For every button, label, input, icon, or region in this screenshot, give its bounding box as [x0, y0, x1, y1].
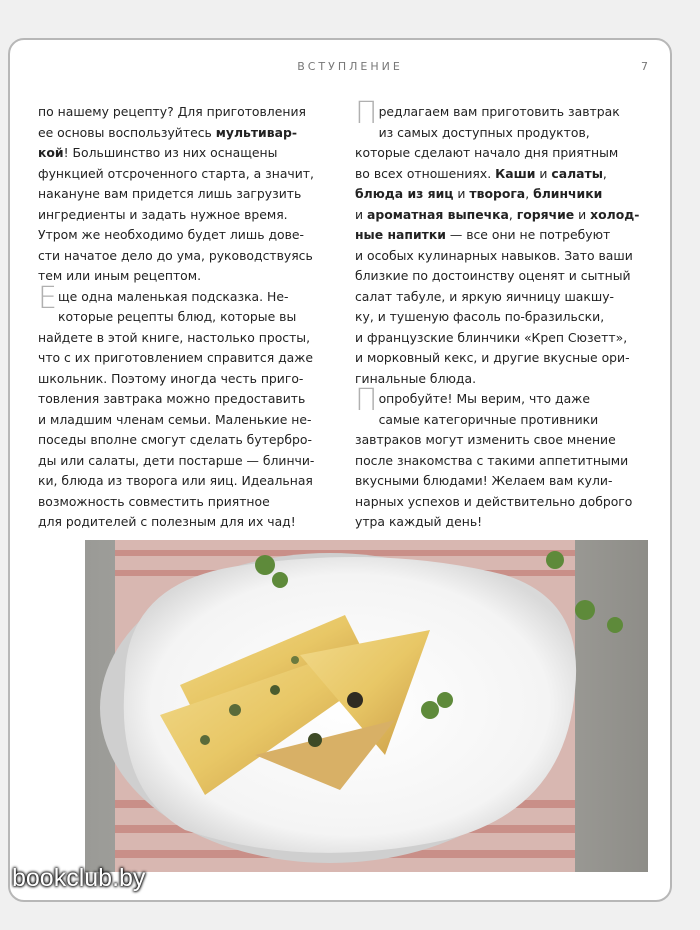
text-line — [38, 430, 338, 451]
text-segment: и особых кулинарных навыков. Зато ваши — [355, 247, 633, 263]
text-line — [38, 246, 338, 267]
text-segment: ку, и тушеную фасоль по-бразильски, — [355, 309, 605, 324]
text-segment: вкусными блюдами! Желаем вам кули- — [355, 473, 613, 488]
text-segment: и французские блинчики «Креп Сюзетт», — [355, 329, 628, 345]
text-segment: и — [453, 186, 470, 201]
text-segment: тем или иным рецептом. — [38, 268, 202, 283]
bold-text: ароматная выпечка — [367, 206, 509, 222]
text-line — [38, 328, 338, 349]
text-line — [38, 471, 338, 492]
text-segment: гинальные блюда. — [355, 370, 477, 386]
text-line — [38, 451, 338, 472]
text-segment: что с их приготовлением справится даже — [38, 350, 314, 365]
left-text-column — [38, 102, 338, 533]
text-segment: по нашему рецепту? Для приготовления — [38, 104, 306, 119]
bold-text: творога — [469, 186, 526, 201]
text-line — [38, 123, 338, 144]
text-segment: возможность совместить приятное — [38, 493, 270, 509]
text-segment: которые сделают начало дня приятным — [355, 145, 619, 160]
text-line — [38, 102, 338, 123]
food-photo — [85, 540, 648, 872]
text-line — [38, 389, 338, 410]
text-segment: ! Большинство из них оснащены — [63, 145, 278, 160]
text-line — [355, 492, 665, 513]
bold-text: горячие — [516, 206, 575, 222]
text-line — [355, 184, 665, 205]
text-segment: утра каждый день! — [355, 514, 483, 529]
text-segment: Утром же необходимо будет лишь дове- — [38, 227, 304, 242]
text-segment: накануне вам придется лишь загрузить — [38, 186, 302, 201]
text-segment: товления завтрака можно предоставить — [38, 391, 306, 406]
text-segment: функцией отсроченного старта, а значит, — [38, 165, 314, 181]
bold-text: блюда из яиц — [355, 186, 454, 201]
text-segment: ще одна маленькая подсказка. Не- — [57, 288, 289, 304]
text-segment: из самых доступных продуктов, — [378, 124, 590, 140]
text-segment: поседы вполне смогут сделать бутербро- — [38, 432, 312, 447]
text-segment: которые рецепты блюд, которые вы — [57, 309, 297, 324]
text-line — [38, 205, 338, 226]
text-line — [355, 266, 665, 287]
text-segment: и — [535, 165, 552, 181]
watermark: bookclub.by — [12, 864, 146, 892]
text-segment: салат табуле, и яркую яичницу шакшу- — [355, 288, 615, 304]
text-segment: , — [508, 206, 517, 222]
text-segment: для родителей с полезным для их чад! — [38, 514, 296, 529]
text-line — [355, 96, 665, 131]
text-segment: и — [574, 206, 591, 222]
text-segment: ингредиенты и задать нужное время. — [38, 206, 288, 222]
text-segment: ды или салаты, дети постарше — блинчи- — [38, 452, 315, 468]
text-line — [38, 410, 338, 431]
text-line — [38, 280, 338, 316]
text-line — [38, 225, 338, 246]
text-line — [38, 164, 338, 185]
text-line — [355, 205, 665, 226]
text-segment: и морковный кекс, и другие вкусные ори- — [355, 350, 630, 365]
text-segment: и — [355, 206, 367, 222]
text-line — [355, 369, 665, 390]
bold-text: мультивар- — [215, 124, 297, 140]
text-line — [355, 164, 665, 185]
text-segment: близкие по достоинству оценят и сытный — [355, 268, 631, 283]
bold-text: кой — [38, 145, 64, 160]
text-line — [355, 287, 665, 308]
text-line — [355, 451, 665, 472]
right-text-column — [355, 96, 665, 533]
text-segment: , — [525, 186, 534, 201]
bold-text: Каши — [495, 165, 536, 181]
text-line — [355, 383, 665, 418]
text-line — [38, 184, 338, 205]
text-line — [355, 328, 665, 349]
omelette-plate-illustration — [85, 540, 648, 872]
text-segment: после знакомства с такими аппетитными — [355, 452, 629, 468]
text-segment: школьник. Поэтому иногда честь приго- — [38, 370, 304, 386]
text-segment: найдете в этой книге, настолько просты, — [38, 329, 311, 345]
text-segment: ки, блюда из творога или яиц. Идеальная — [38, 473, 313, 488]
text-line — [38, 369, 338, 390]
text-segment: — все они не потребуют — [445, 227, 611, 242]
text-segment: завтраков могут изменить свое мнение — [355, 432, 616, 447]
text-line — [355, 348, 665, 369]
text-segment: нарных успехов и действительно доброго — [355, 493, 633, 509]
text-line — [38, 143, 338, 164]
bold-text: салаты — [551, 165, 603, 181]
page-number: 7 — [641, 60, 648, 73]
section-title: ВСТУПЛЕНИЕ — [297, 60, 403, 73]
bold-text: холод- — [590, 206, 640, 222]
bold-text: ные напитки — [355, 227, 446, 242]
text-line — [355, 143, 665, 164]
text-segment: опробуйте! Мы верим, что даже — [378, 391, 590, 406]
drop-cap: Е — [38, 280, 57, 316]
text-line — [38, 348, 338, 369]
bold-text: блинчики — [533, 186, 603, 201]
drop-cap: П — [355, 96, 378, 131]
text-line — [355, 410, 665, 431]
text-line — [38, 492, 338, 513]
text-segment: во всех отношениях. — [355, 165, 496, 181]
text-line — [38, 307, 338, 328]
drop-cap: П — [355, 383, 378, 418]
text-line — [38, 512, 338, 533]
text-line — [355, 225, 665, 246]
text-line — [355, 246, 665, 267]
text-segment: ее основы воспользуйтесь — [38, 124, 216, 140]
text-segment: редлагаем вам приготовить завтрак — [378, 104, 620, 119]
text-line — [355, 430, 665, 451]
text-line — [355, 512, 665, 533]
text-segment: сти начатое дело до ума, руководствуясь — [38, 247, 313, 263]
text-segment: , — [602, 165, 607, 181]
text-segment: самые категоричные противники — [378, 411, 599, 427]
text-line — [355, 471, 665, 492]
text-line — [38, 266, 338, 287]
text-segment: и младшим членам семьи. Маленькие не- — [38, 411, 312, 427]
text-line — [355, 123, 665, 144]
text-line — [355, 307, 665, 328]
